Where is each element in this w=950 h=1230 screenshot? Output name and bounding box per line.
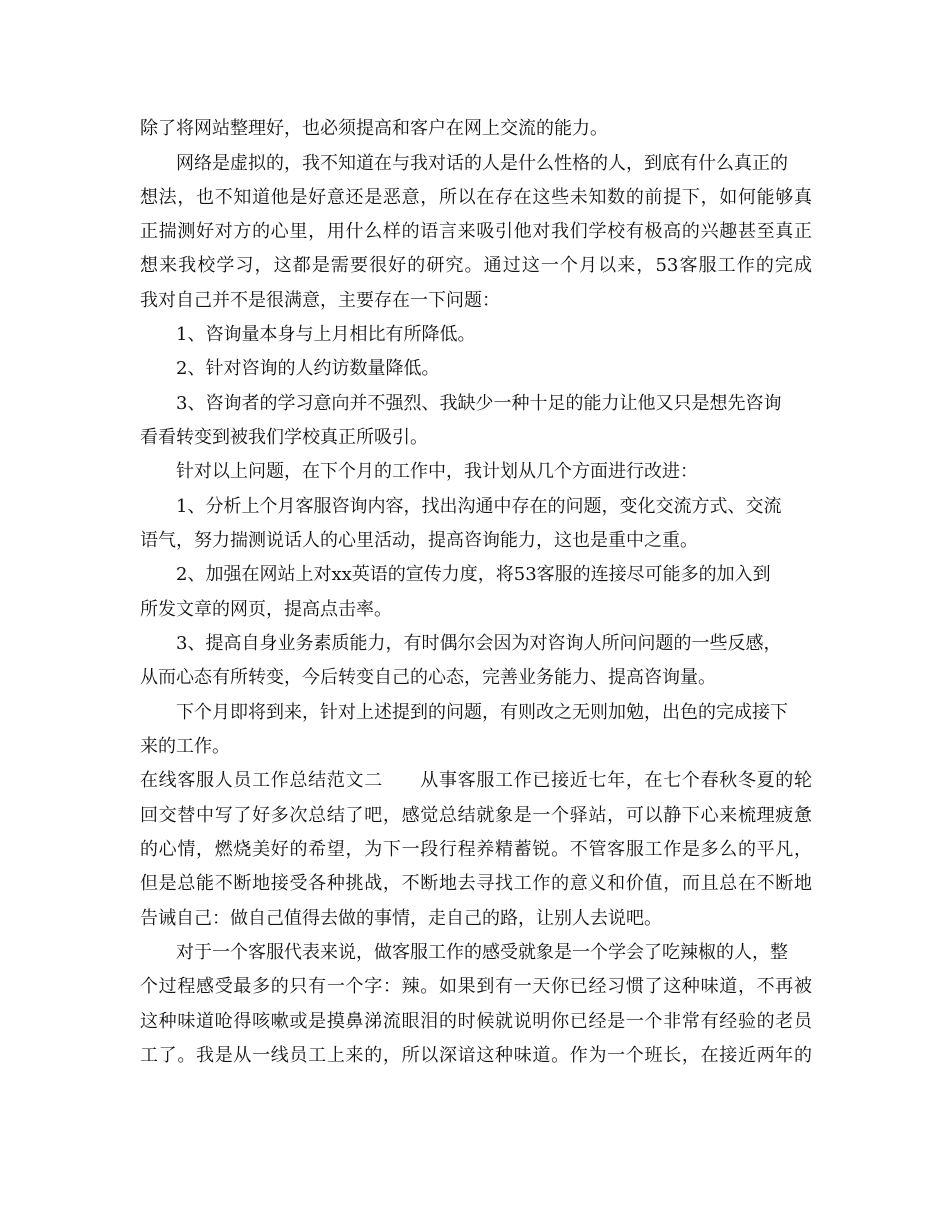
text-line: 但是总能不断地接受各种挑战，不断地去寻找工作的意义和价值，而且总在不断地 <box>140 873 812 894</box>
text-line: 看看转变到被我们学校真正所吸引。 <box>140 427 428 448</box>
text-line: 2、针对咨询的人约访数量降低。 <box>176 358 440 379</box>
text-line: 3、提高自身业务素质能力，有时偶尔会因为对咨询人所问问题的一些反感， <box>176 633 782 654</box>
text-line: 个过程感受最多的只有一个字：辣。如果到有一天你已经习惯了这种味道，不再被 <box>140 976 812 997</box>
text-line: 2、加强在网站上对xx英语的宣传力度，将53客服的连接尽可能多的加入到 <box>176 564 771 585</box>
text-line: 这种味道呛得咳嗽或是摸鼻涕流眼泪的时候就说明你已经是一个非常有经验的老员 <box>140 1011 812 1032</box>
text-line: 除了将网站整理好，也必须提高和客户在网上交流的能力。 <box>140 118 608 139</box>
text-line: 语气，努力揣测说话人的心里活动，提高咨询能力，这也是重中之重。 <box>140 530 698 551</box>
text-line: 想法，也不知道他是好意还是恶意，所以在存在这些未知数的前提下，如何能够真 <box>140 187 812 208</box>
text-line: 正揣测好对方的心里，用什么样的语言来吸引他对我们学校有极高的兴趣甚至真正 <box>140 221 812 242</box>
text-line: 1、咨询量本身与上月相比有所降低。 <box>176 324 476 345</box>
text-line: 我对自己并不是很满意，主要存在一下问题： <box>140 290 500 311</box>
text-line: 下个月即将到来，针对上述提到的问题，有则改之无则加勉，出色的完成接下 <box>176 702 788 723</box>
text-line: 告诫自己：做自己值得去做的事情，走自己的路，让别人去说吧。 <box>140 908 662 929</box>
text-line: 从而心态有所转变，今后转变自己的心态，完善业务能力、提高咨询量。 <box>140 667 716 688</box>
text-line: 所发文章的网页，提高点击率。 <box>140 599 392 620</box>
text-line: 1、分析上个月客服咨询内容，找出沟通中存在的问题，变化交流方式、交流 <box>176 496 782 517</box>
text-line: 工了。我是从一线员工上来的，所以深谙这种味道。作为一个班长，在接近两年的 <box>140 1045 812 1066</box>
text-line: 的心情，燃烧美好的希望，为下一段行程养精蓄锐。不管客服工作是多么的平凡， <box>140 839 812 860</box>
text-line: 想来我校学习，这都是需要很好的研究。通过这一个月以来，53客服工作的完成 <box>140 255 812 276</box>
text-line: 对于一个客服代表来说，做客服工作的感受就象是一个学会了吃辣椒的人，整 <box>176 942 788 963</box>
text-line: 针对以上问题，在下个月的工作中，我计划从几个方面进行改进： <box>176 461 698 482</box>
section-heading-line: 在线客服人员工作总结范文二 从事客服工作已接近七年，在七个春秋冬夏的轮 <box>140 770 812 791</box>
text-line: 网络是虚拟的，我不知道在与我对话的人是什么性格的人，到底有什么真正的 <box>176 153 788 174</box>
text-line: 回交替中写了好多次总结了吧，感觉总结就象是一个驿站，可以静下心来梳理疲惫 <box>140 805 812 826</box>
text-line: 来的工作。 <box>140 736 230 757</box>
text-line: 3、咨询者的学习意向并不强烈、我缺少一种十足的能力让他又只是想先咨询 <box>176 393 782 414</box>
